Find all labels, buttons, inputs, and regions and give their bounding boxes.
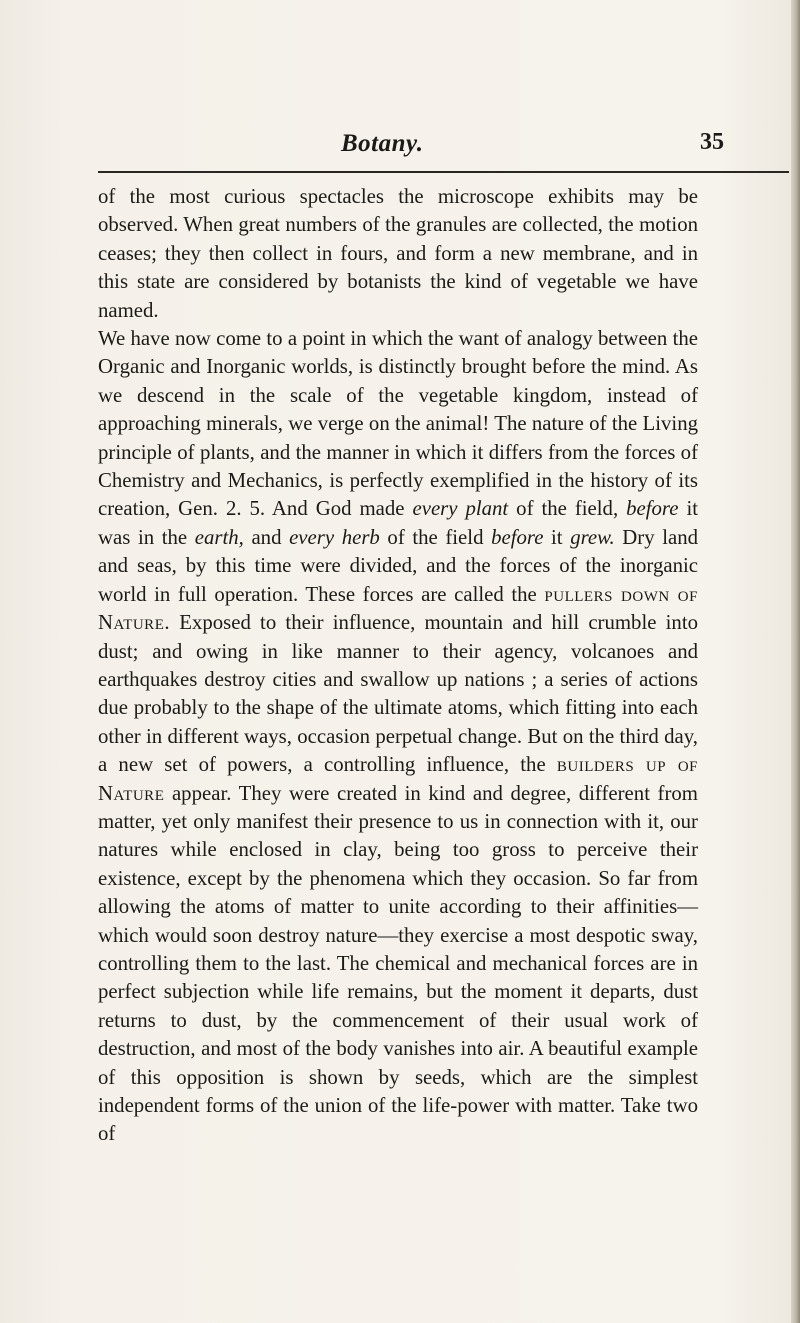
header-rule	[98, 171, 789, 173]
text-run: Dry land and seas, by this time were divided, and the forces of the inorganic world in full operation. These forces are called the	[98, 525, 699, 606]
paragraph-continued: of the most curious spectacles the microscope exhibits may be observed. When great numbers of the granules are collected, the motion ceases; they then collect in fours, and form a new membrane, and in this state are considered by botanists the kind of vegetable we have named.	[98, 185, 698, 322]
italic-phrase: every plant	[412, 497, 509, 521]
running-head-title: Botany.	[341, 130, 424, 157]
italic-phrase: before	[491, 525, 544, 549]
page-edge-shadow	[791, 0, 800, 1323]
text-run: and	[243, 525, 290, 549]
text-run: of the field	[379, 525, 492, 549]
small-caps-phrase: pullers down of Nature.	[98, 582, 698, 635]
page-number: 35	[700, 129, 724, 155]
italic-phrase: every herb	[289, 525, 380, 549]
running-head	[0, 120, 800, 160]
italic-phrase: before	[626, 497, 679, 521]
text-run: it	[543, 525, 571, 549]
small-caps-phrase: builders up of Nature	[98, 753, 698, 805]
text-run: Exposed to their influence, mountain and hill crumble into dust; and owing in like manner to their agency, volcanoes and earthquakes destroy cities and swallow up nations ; a series of actions due probably to the shape of the ultimate atoms, which fitting into each other in different ways, occasion perpetual change. But on the third day, a new set of powers, a controlling influence, the	[98, 611, 698, 777]
italic-phrase: grew.	[570, 525, 615, 549]
italic-phrase: earth,	[194, 525, 244, 549]
text-run: We have now come to a point in which the want of analogy between the Organic and Inorganic worlds, is distinctly brought before the mind. As we descend in the scale of the vegetable kingdom, instead of approaching minerals, we verge on the animal! The nature of the Living principle of plants, and the manner in which it differs from the forces of Chemistry and Mechanics, is perfectly exemplified in the history of its creation, Gen. 2. 5. And God made	[98, 327, 698, 521]
body-text	[98, 183, 698, 1149]
paragraph	[98, 325, 698, 1149]
text-run: appear. They were created in kind and degree, different from matter, yet only manifest their presence to us in connection with it, our natures while enclosed in clay, being too gross to perceive their existence, except by the phenomena which they occasion. So far from allowing the atoms of matter to unite according to their affinities—which would soon destroy nature—they exercise a most despotic sway, controlling them to the last. The chemical and mechanical forces are in perfect subjection while life remains, but the moment it departs, dust returns to dust, by the commencement of their usual work of destruction, and most of the body vanishes into air. A beautiful example of this opposition is shown by seeds, which are the simplest independent forms of the union of the life-power with matter. Take two of	[98, 781, 698, 1146]
text-run: it was in the	[98, 497, 699, 549]
text-run: of the field,	[508, 497, 627, 521]
